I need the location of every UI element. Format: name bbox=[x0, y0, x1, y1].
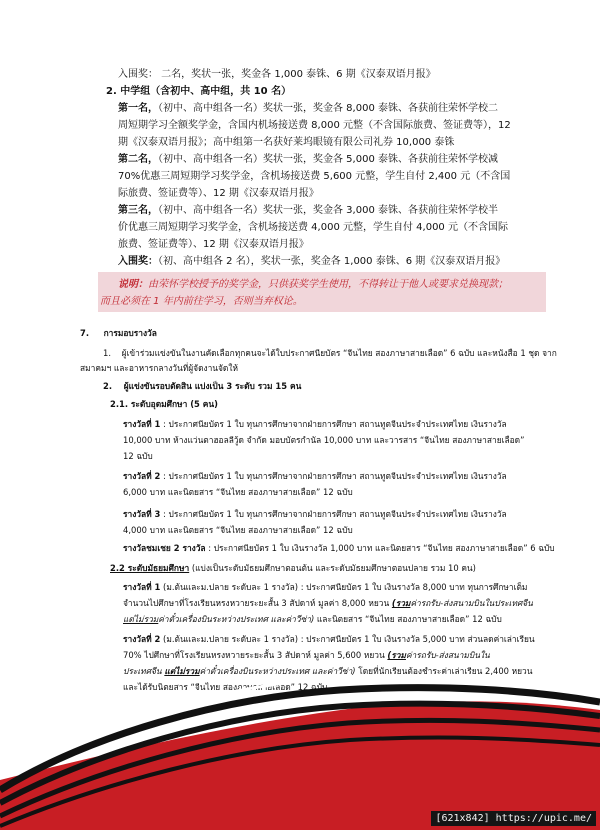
junior-entry-award: 入围奖： 二名，奖状一张，奖金各 1,000 泰铢、6 期《汉泰双语月报》 bbox=[118, 69, 436, 80]
para-2-line bbox=[103, 380, 301, 392]
first-prize-line-1 bbox=[118, 103, 498, 115]
entry-award-text: （初、高中组各 2 名），奖状一张，奖金各 1,000 泰铢、6 期《汉泰双语月报》 bbox=[158, 256, 506, 267]
uni-prize-1-line-1 bbox=[123, 418, 507, 430]
sec-prize-2-airport: ค่ารถรับ-ส่งสนามบินใน bbox=[405, 650, 490, 660]
sec-prize-1-magazine: และนิตยสาร “จีนไทย สองภาษาสายเลือด” 12 ฉบับ bbox=[314, 614, 502, 624]
second-prize-line-2: 70%优惠三周短期学习奖学金，含机场接送费 5,600 元整，学生自付 2,400 元（不含国 bbox=[118, 171, 511, 182]
uni-prize-1-label: รางวัลที่ 1 bbox=[123, 419, 161, 429]
note-line-1 bbox=[118, 279, 508, 291]
para-1-line-1 bbox=[103, 347, 557, 359]
sec-prize-2-tuition: โดยที่นักเรียนต้องชำระค่าเล่าเรียน 2,400 หยวน bbox=[355, 666, 533, 676]
uni-prize-3-line-2: 4,000 บาท และนิตยสาร “จีนไทย สองภาษาสายเลือด” 12 ฉบับ bbox=[123, 525, 353, 535]
sec-prize-1-line-1 bbox=[123, 581, 527, 593]
second-prize-text-1: （初中、高中组各一名）奖状一张，奖金各 5,000 泰铢、各获前往荣怀学校减 bbox=[158, 154, 498, 165]
uni-consolation-text: : ประกาศนียบัตร 1 ใบ เงินรางวัล 1,000 บาท และนิตยสาร “จีนไทย สองภาษาสายเลือด” 6 ฉบับ bbox=[205, 543, 555, 553]
second-prize-line-3: 际旅费、签证费等）、12 期《汉泰双语月报》 bbox=[118, 188, 319, 199]
sec-prize-1-airport: ค่ารถรับ-ส่งสนามบินในประเทศจีน bbox=[410, 598, 533, 608]
senior-group-heading: 2. 中学组（含初中、高中组，共 10 名） bbox=[106, 86, 292, 97]
sec-prize-2-text-2: 70% ไปศึกษาที่โรงเรียนหรงหวายระยะสั้น 3 สัปดาห์ มูลค่า 5,600 หยวน bbox=[123, 650, 385, 660]
third-prize-label: 第三名， bbox=[118, 205, 158, 216]
note-text-1: 由荣怀学校授予的奖学金，只供获奖学生使用，不得转让于他人或要求兑换现款； bbox=[148, 279, 508, 290]
para-1-line-2: สมาคมฯ และอาหารกลางวันที่ผู้จัดงานจัดให้ bbox=[80, 363, 238, 373]
watermark-badge: [621x842] https://upic.me/ bbox=[431, 811, 596, 826]
uni-prize-1-line-2: 10,000 บาท ห้างแว่นตาฮอลลีวู้ด จำกัด มอบบัตรกำนัล 10,000 บาท และวารสาร “จีนไทย สองภาษาสายเลือด” bbox=[123, 435, 525, 445]
sec-prize-2-label: รางวัลที่ 2 bbox=[123, 634, 161, 644]
second-prize-label: 第二名， bbox=[118, 154, 158, 165]
sec-prize-2-flight: ค่าตั๋วเครื่องบินระหว่างประเทศ และค่าวีซ่า) bbox=[199, 666, 356, 676]
uni-prize-3-label: รางวัลที่ 3 bbox=[123, 509, 161, 519]
uni-prize-3-line-1 bbox=[123, 508, 507, 520]
uni-prize-2-text-1: : ประกาศนียบัตร 1 ใบ ทุนการศึกษาจากฝ่ายการศึกษา สถานทูตจีนประจำประเทศไทย เงินรางวัล bbox=[160, 471, 507, 481]
uni-prize-2-line-1 bbox=[123, 470, 507, 482]
note-line-2: 而且必须在 1 年内前往学习，否则当弃权论。 bbox=[100, 296, 303, 307]
sec-prize-1-text-1: (ม.ต้นและม.ปลาย ระดับละ 1 รางวัล) : ประกาศนียบัตร 1 ใบ เงินรางวัล 8,000 บาท ทุนการศึกษาเต็ม bbox=[160, 582, 528, 592]
note-label: 说明： bbox=[118, 279, 148, 290]
first-prize-line-3: 期《汉泰双语月报》；高中组第一名获好莱坞眼镜有限公司礼券 10,000 泰铢 bbox=[118, 137, 455, 148]
sec-prize-1-line-2 bbox=[123, 597, 533, 609]
section-2-2-line bbox=[110, 562, 476, 574]
sec-prize-2-include: (รวม bbox=[387, 650, 406, 660]
sec-prize-2-text-1: (ม.ต้นและม.ปลาย ระดับละ 1 รางวัล) : ประกาศนียบัตร 1 ใบ เงินรางวัล 5,000 บาท ส่วนลดค่าเล่าเรียน bbox=[160, 634, 535, 644]
third-prize-text-1: （初中、高中组各一名）奖状一张，奖金各 3,000 泰铢、各获前往荣怀学校半 bbox=[158, 205, 498, 216]
first-prize-line-2: 周短期学习全额奖学金，含国内机场接送费 8,000 元整（不含国际旅费、签证费等），12 bbox=[118, 120, 511, 131]
entry-award-line bbox=[118, 256, 505, 268]
sec-prize-1-exclude: แต่ไม่รวม bbox=[123, 614, 159, 624]
section-2-1-heading: 2.1. ระดับอุดมศึกษา (5 คน) bbox=[110, 399, 218, 409]
uni-prize-3-text-1: : ประกาศนียบัตร 1 ใบ ทุนการศึกษาจากฝ่ายการศึกษา สถานทูตจีนประจำประเทศไทย เงินรางวัล bbox=[160, 509, 507, 519]
section-7-number: 7. bbox=[80, 328, 90, 338]
section-2-2-label: 2.2 ระดับมัธยมศึกษา bbox=[110, 563, 190, 573]
first-prize-label: 第一名， bbox=[118, 103, 158, 114]
section-7-title: การมอบรางวัล bbox=[103, 328, 157, 338]
sec-prize-2-china: ประเทศจีน bbox=[123, 666, 162, 676]
uni-prize-2-label: รางวัลที่ 2 bbox=[123, 471, 161, 481]
sec-prize-1-label: รางวัลที่ 1 bbox=[123, 582, 161, 592]
decorative-swoosh bbox=[0, 640, 600, 830]
first-prize-text-1: （初中、高中组各一名）奖状一张，奖金各 8,000 泰铢、各获前往荣怀学校二 bbox=[158, 103, 498, 114]
third-prize-line-2: 价优惠三周短期学习奖学金，含机场接送费 4,000 元整，学生自付 4,000 元（不含国际 bbox=[118, 222, 508, 233]
para-2-number: 2. bbox=[103, 381, 113, 391]
sec-prize-1-include: (รวม bbox=[391, 598, 411, 608]
uni-prize-1-text-1: : ประกาศนียบัตร 1 ใบ ทุนการศึกษาจากฝ่ายการศึกษา สถานทูตจีนประจำประเทศไทย เงินรางวัล bbox=[160, 419, 507, 429]
entry-award-label: 入围奖： bbox=[118, 256, 158, 267]
para-2-text: ผู้แข่งขันรอบตัดสิน แบ่งเป็น 3 ระดับ รวม 15 คน bbox=[123, 381, 302, 391]
third-prize-line-3: 旅费、签证费等）、12 期《汉泰双语月报》 bbox=[118, 239, 309, 250]
sec-prize-1-flight: ค่าตั๋วเครื่องบินระหว่างประเทศ และค่าวีซ่า) bbox=[158, 614, 315, 624]
para-1-text-1: ผู้เข้าร่วมแข่งขันในงานคัดเลือกทุกคนจะได้ใบประกาศนียบัตร “จีนไทย สองภาษาสายเลือด” 6 ฉบับ และหนังสือ 1 ชุด จาก bbox=[121, 348, 557, 358]
section-2-2-text: (แบ่งเป็นระดับมัธยมศึกษาตอนต้น และระดับมัธยมศึกษาตอนปลาย รวม 10 คน) bbox=[189, 563, 476, 573]
second-prize-line-1 bbox=[118, 154, 498, 166]
uni-prize-2-line-2: 6,000 บาท และนิตยสาร “จีนไทย สองภาษาสายเลือด” 12 ฉบับ bbox=[123, 487, 353, 497]
sec-prize-2-line-4: และได้รับนิตยสาร “จีนไทย สองภาษาสายเลือด” 12 ฉบับ bbox=[123, 682, 328, 692]
section-7-heading bbox=[80, 327, 157, 339]
para-1-number: 1. bbox=[103, 348, 111, 358]
uni-consolation-line bbox=[123, 542, 555, 554]
sec-prize-2-exclude: แต่ไม่รวม bbox=[164, 666, 200, 676]
sec-prize-1-line-3 bbox=[123, 613, 502, 625]
uni-consolation-label: รางวัลชมเชย 2 รางวัล bbox=[123, 543, 206, 553]
uni-prize-1-line-3: 12 ฉบับ bbox=[123, 451, 153, 461]
sec-prize-1-text-2: จำนวนไปศึกษาที่โรงเรียนหรงหวายระยะสั้น 3 สัปดาห์ มูลค่า 8,000 หยวน bbox=[123, 598, 390, 608]
third-prize-line-1 bbox=[118, 205, 498, 217]
